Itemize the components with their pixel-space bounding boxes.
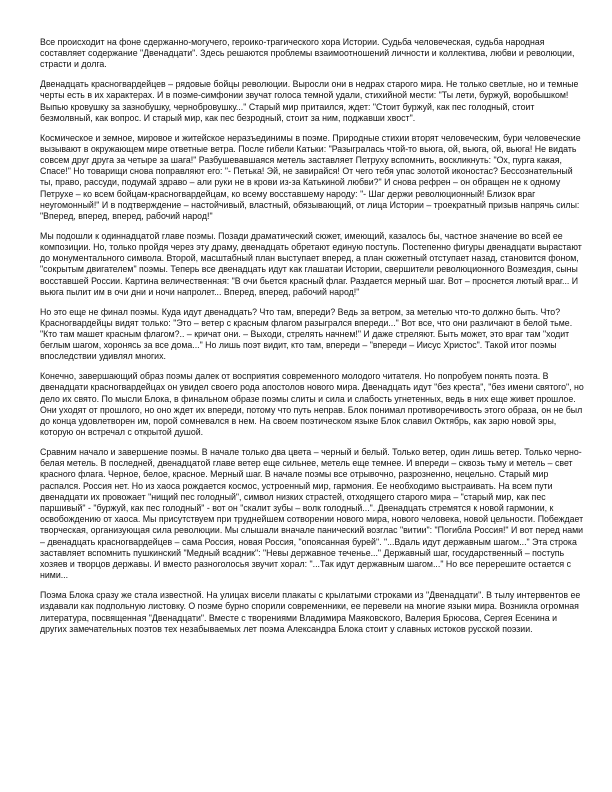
paragraph-twelve-guards: Двенадцать красногвардейцев – рядовые бойцы революции. Выросли они в недрах старого мира. Не только светлые, но и темные черты есть в их характерах. И в поэме-симфонии звучат голоса темной удали, стихийной мести: "Ты лети, буржуй, воробышком! Выпью кровушку за зазнобушку, чернобровушку..." Старый мир притаился, ждет: "Стоит буржуй, как пес голодный, стоит безмолвный, как вопрос. И старый мир, как пес безродный, стоит за ним, поджавши хвост". [40,79,579,123]
paragraph-fame: Поэма Блока сразу же стала известной. На улицах висели плакаты с крылатыми строками из "Двенадцати". В тылу интервентов ее издавали как подпольную листовку. О поэме бурно спорили современники, ее перевели на многие языки мира. Возникла огромная литература, посвященная "Двенадцати". Вместе с творениями Владимира Маяковского, Валерия Брюсова, Сергея Есенина и других замечательных поэтов тех незабываемых лет поэма Александра Блока стоит у славных истоков русской поэзии. [40,590,581,634]
paragraph-eleventh-chapter: Мы подошли к одиннадцатой главе поэмы. Позади драматический сюжет, имеющий, казалось бы, частное значение во всей ее композиции. Но, только пройдя через эту драму, двенадцать обретают единую поступь. Постепенно фигуры двенадцати вырастают до монументального символа. Второй, масштабный план выступает вперед, а план сюжетный отступает назад, становится фоном, "сокрытым двигателем" поэмы. Теперь все двенадцать идут как глашатаи Истории, свершители революционного Возмездия, сыны восставшей России. Картина величественная: "В очи бьется красный флаг. Раздается мерный шаг. Вот – проснется лютый враг... И вьюга пылит им в очи дни и ночи напролет... Вперед, вперед, рабочий народ!" [40,230,582,297]
paragraph-final-image: Конечно, завершающий образ поэмы далек от восприятия современного молодого читателя. Но попробуем понять поэта. В двенадцати красногвардейцах он увидел своего рода апостолов нового мира. Двенадцать идут "без креста", "без имени святого", но дело их свято. По мысли Блока, в финальном образе поэмы слиты и сила и слабость угнетенных, ведь в них еще живет прошлое. Они уходят от прошлого, но оно ждет их впереди, потому что путь неправ. Блок понимал противоречивость этого образа, он не был до конца удовлетворен им, порой сомневался в нем. На своем поэтическом языке Блок славил Октябрь, как зарю новой эры, которую он встречал с открытой душой. [40,371,584,438]
paragraph-not-finale: Но это еще не финал поэмы. Куда идут двенадцать? Что там, впереди? Ведь за ветром, за метелью что-то должно быть. Что? Красногвардейцы видят только: "Это – ветер с красным флагом разыгрался впереди..." Вот все, что они различают в белой тьме. "Кто там машет красным флагом?.. – кричат они. – Выходи, стрелять начнем!" И даже стреляют. Быть может, это враг там "ходит беглым шагом, хоронясь за все дома..." Но лишь поэт видит, кто там, впереди – "впереди – Иисус Христос". Такой итог поэмы впоследствии удивлял многих. [40,306,573,362]
document-page [40,37,586,644]
paragraph-beginning-ending: Сравним начало и завершение поэмы. В начале только два цвета – черный и белый. Только ветер, один лишь ветер. Только черно-белая метель. В последней, двенадцатой главе ветер еще сильнее, метель еще темнее. И впереди – сквозь тьму и метель – свет красного флага. Черное, белое, красное. Мерный шаг. В начале поэмы все отрывочно, разрозненно, нецельно. Старый мир распался. Россия нет. Но из хаоса рождается космос, устроенный мир, гармония. Ее необходимо выстраивать. На всем пути двенадцати их провожает "нищий пес голодный", символ низких страстей, отходящего старого мира – "старый мир, как пес паршивый" - "буржуй, как пес голодный" - вот он "скалит зубы – волк голодный...". Двенадцать стремятся к новой гармонии, к освобождению от хаоса. Мы присутствуем при труднейшем сотворении нового мира, нового человека, новой цельности. Побеждает творческая, организующая сила революции. Мы слышали вначале панический возглас "витии": "Погибла Россия!" И вот перед нами – двенадцать красногвардейцев – сама Россия, новая Россия, "опоясанная бурей". "...Вдаль идут державным шагом..." Эта строка заставляет вспомнить пушкинский "Медный всадник": "Невы державное теченье..." Державный шаг, государственный – поступь хозяев и творцов державы. И вместо разноголосья звучит хорал: "...Так идут державным шагом..." Но все перерешите остается с ними... [40,447,584,581]
paragraph-intro: Все происходит на фоне сдержанно-могучего, героико-трагического хора Истории. Судьба человеческая, судьба народная составляет содержание "Двенадцати". Здесь решаются проблемы взаимоотношений личности и коллектива, любви и революции, страсти и долга. [40,37,575,70]
paragraph-cosmic-earthly: Космическое и земное, мировое и житейское неразъединимы в поэме. Природные стихии вторят человеческим, бури человеческие вызывают в окружающем мире ответные ветра. После гибели Катьки: "Разыгралась чтой-то вьюга, ой, вьюга, ой, вьюга! Не видать совсем друг друга за четыре за шага!" Разбушевавшаяся метель заставляет Петруху вспомнить, воскликнуть: "Ох, пурга какая, Спасе!" Но товарищи снова поправляют его: "- Петька! Эй, не завирайся! От чего тебя упас золотой иконостас? Бессознательный ты, право, рассуди, подумай здраво – али руки не в крови из-за Катькиной любви?" И снова рефрен – он обращен не к одному Петрухе – ко всем бойцам-красногвардейцам, ко всему восставшему народу: "- Шаг держи революционный! Близок враг неугомонный!" И в подтверждение – настойчивый, властный, обязывающий, от лица Истории – троекратный призыв напрячь силы: "Вперед, вперед, вперед, рабочий народ!" [40,132,581,222]
